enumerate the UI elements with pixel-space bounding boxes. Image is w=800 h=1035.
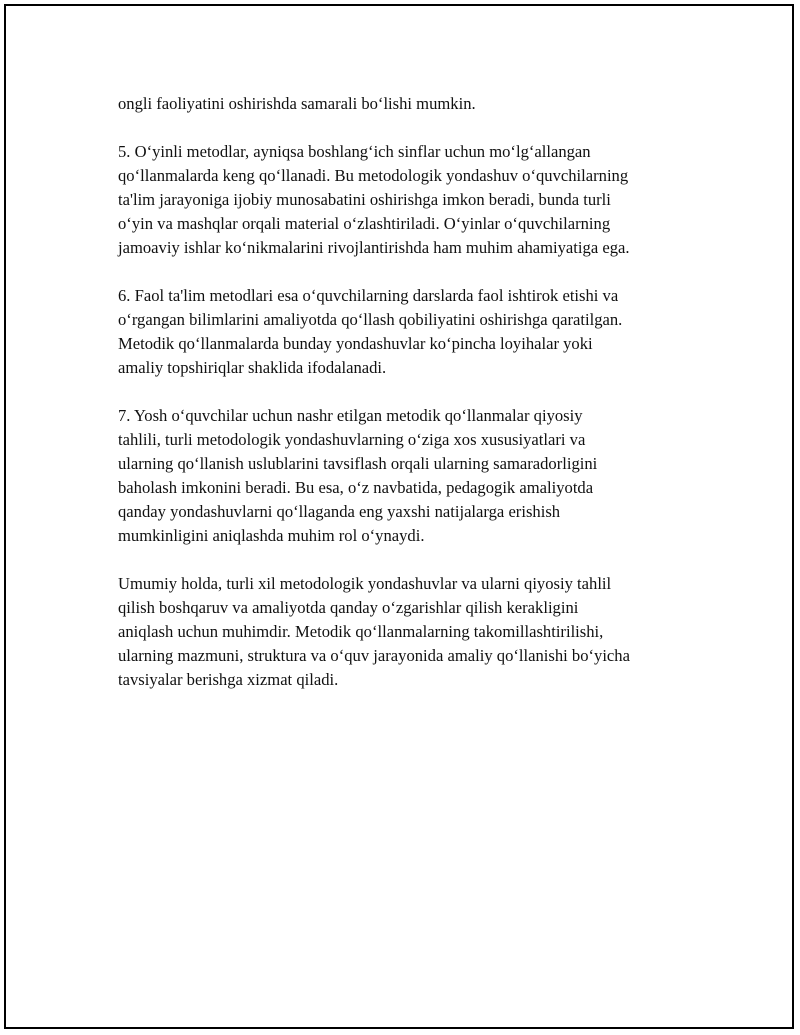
text-line: amaliy topshiriqlar shaklida ifodalanadi. [118, 358, 387, 377]
paragraph-item-5 [118, 140, 688, 260]
text-line: ularning mazmuni, struktura va o‘quv jarayonida amaliy qo‘llanishi bo‘yicha [118, 646, 630, 665]
document-body [118, 92, 688, 716]
text-line: qo‘llanmalarda keng qo‘llanadi. Bu metodologik yondashuv o‘quvchilarning [118, 166, 629, 185]
text-line: 6. Faol ta'lim metodlari esa o‘quvchilarning darslarda faol ishtirok etishi va [118, 286, 619, 305]
text-line: o‘yin va mashqlar orqali material o‘zlashtiriladi. O‘yinlar o‘quvchilarning [118, 214, 611, 233]
text-line: qilish boshqaruv va amaliyotda qanday o‘zgarishlar qilish kerakligini [118, 598, 579, 617]
text-line: tahlili, turli metodologik yondashuvlarning o‘ziga xos xususiyatlari va [118, 430, 586, 449]
text-line: 7. Yosh o‘quvchilar uchun nashr etilgan metodik qo‘llanmalar qiyosiy [118, 406, 583, 425]
text-line: ongli faoliyatini oshirishda samarali bo‘lishi mumkin. [118, 94, 476, 113]
paragraph-continuation [118, 92, 688, 116]
text-line: qanday yondashuvlarni qo‘llaganda eng yaxshi natijalarga erishish [118, 502, 561, 521]
text-line: 5. O‘yinli metodlar, ayniqsa boshlang‘ich sinflar uchun mo‘lg‘allangan [118, 142, 591, 161]
text-line: jamoaviy ishlar ko‘nikmalarini rivojlantirishda ham muhim ahamiyatiga ega. [118, 238, 630, 257]
text-line: ta'lim jarayoniga ijobiy munosabatini oshirishga imkon beradi, bunda turli [118, 190, 611, 209]
paragraph-item-7 [118, 404, 688, 548]
text-line: Metodik qo‘llanmalarda bunday yondashuvlar ko‘pincha loyihalar yoki [118, 334, 593, 353]
text-line: aniqlash uchun muhimdir. Metodik qo‘llanmalarning takomillashtirilishi, [118, 622, 604, 641]
paragraph-item-6 [118, 284, 688, 380]
text-line: tavsiyalar berishga xizmat qiladi. [118, 670, 339, 689]
text-line: mumkinligini aniqlashda muhim rol o‘ynaydi. [118, 526, 425, 545]
text-line: Umumiy holda, turli xil metodologik yondashuvlar va ularni qiyosiy tahlil [118, 574, 612, 593]
paragraph-conclusion [118, 572, 688, 692]
text-line: ularning qo‘llanish uslublarini tavsiflash orqali ularning samaradorligini [118, 454, 598, 473]
text-line: o‘rgangan bilimlarini amaliyotda qo‘llash qobiliyatini oshirishga qaratilgan. [118, 310, 623, 329]
text-line: baholash imkonini beradi. Bu esa, o‘z navbatida, pedagogik amaliyotda [118, 478, 594, 497]
